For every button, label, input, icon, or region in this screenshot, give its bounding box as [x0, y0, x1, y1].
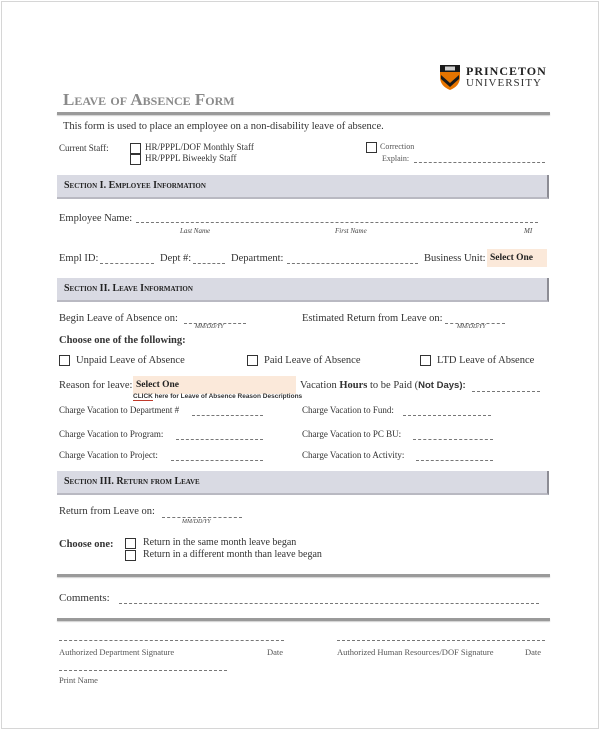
- dept-num-label: Dept #:: [160, 253, 192, 264]
- logo-line1: PRINCETON: [466, 64, 547, 78]
- mi-sublabel: MI: [524, 227, 533, 235]
- logo-line2: UNIVERSITY: [466, 77, 542, 89]
- biweekly-staff-label: HR/PPPL Biweekly Staff: [145, 153, 237, 163]
- print-name-label: Print Name: [59, 675, 98, 685]
- comments-bottom-rule: [57, 618, 550, 621]
- choose-leave-type-label: Choose one of the following:: [59, 335, 186, 346]
- est-return-label: Estimated Return from Leave on:: [302, 313, 443, 324]
- begin-leave-field[interactable]: [184, 314, 246, 324]
- vacation-hours-pre: Vacation: [300, 380, 340, 391]
- same-month-checkbox[interactable]: [125, 538, 136, 549]
- intro-text: This form is used to place an employee on a non-disability leave of absence.: [63, 121, 384, 132]
- choose-one-label: Choose one:: [59, 539, 114, 550]
- est-return-format: MM/DD/YY: [457, 324, 486, 330]
- ltd-leave-label: LTD Leave of Absence: [437, 355, 535, 366]
- princeton-shield-icon: [439, 63, 461, 91]
- click-rest[interactable]: here for Leave of Absence Reason Descriptions: [152, 393, 303, 400]
- monthly-staff-checkbox[interactable]: [130, 143, 141, 154]
- employee-name-label: Employee Name:: [59, 213, 133, 224]
- begin-leave-label: Begin Leave of Absence on:: [59, 313, 178, 324]
- date-label-2: Date: [525, 647, 542, 657]
- print-name-field[interactable]: [59, 665, 227, 671]
- begin-leave-format: MM/DD/YY: [195, 324, 224, 330]
- correction-label: Correction: [380, 142, 415, 151]
- form-page: [1, 1, 599, 729]
- charge-fund-label: Charge Vacation to Fund:: [302, 405, 394, 415]
- monthly-staff-label: HR/PPPL/DOF Monthly Staff: [145, 142, 254, 152]
- unpaid-leave-label: Unpaid Leave of Absence: [76, 355, 185, 366]
- explain-field[interactable]: [414, 153, 545, 163]
- first-name-sublabel: First Name: [335, 227, 367, 235]
- charge-pcbu-field[interactable]: [413, 430, 493, 440]
- hr-signature-field[interactable]: [337, 635, 545, 641]
- charge-activity-field[interactable]: [416, 451, 493, 461]
- reason-descriptions-link[interactable]: [133, 393, 302, 400]
- date-label-1: Date: [267, 647, 284, 657]
- same-month-label: Return in the same month leave began: [143, 537, 297, 548]
- comments-label: Comments:: [59, 592, 110, 604]
- unpaid-leave-checkbox[interactable]: [59, 355, 70, 366]
- paid-leave-label: Paid Leave of Absence: [264, 355, 361, 366]
- vacation-hours-field[interactable]: [472, 382, 540, 392]
- correction-checkbox[interactable]: [366, 142, 377, 153]
- charge-program-label: Charge Vacation to Program:: [59, 429, 164, 439]
- dept-signature-label: Authorized Department Signature: [59, 647, 175, 657]
- return-leave-field[interactable]: [162, 508, 242, 518]
- business-unit-label: Business Unit:: [424, 253, 486, 264]
- reason-label: Reason for leave:: [59, 380, 133, 391]
- vacation-hours-label: [300, 380, 466, 391]
- vacation-hours-bold2: Not Days):: [418, 380, 466, 391]
- return-leave-label: Return from Leave on:: [59, 506, 155, 517]
- form-title: Leave of Absence Form: [63, 90, 235, 109]
- vacation-hours-bold: Hours: [339, 380, 368, 391]
- est-return-field[interactable]: [445, 314, 505, 324]
- ltd-leave-checkbox[interactable]: [420, 355, 431, 366]
- reason-select[interactable]: Select One: [133, 376, 296, 394]
- section-2-header: Section II. Leave Information: [57, 278, 549, 302]
- charge-fund-field[interactable]: [403, 406, 491, 416]
- charge-project-field[interactable]: [171, 451, 263, 461]
- vacation-hours-mid: to be Paid (: [367, 380, 419, 391]
- charge-activity-label: Charge Vacation to Activity:: [302, 450, 405, 460]
- hr-signature-label: Authorized Human Resources/DOF Signature: [337, 647, 494, 657]
- current-staff-label: Current Staff:: [59, 143, 109, 153]
- empl-id-label: Empl ID:: [59, 253, 99, 264]
- comments-field[interactable]: [119, 594, 539, 604]
- last-name-sublabel: Last Name: [180, 227, 211, 235]
- charge-program-field[interactable]: [176, 430, 263, 440]
- empl-id-field[interactable]: [100, 254, 154, 264]
- department-label: Department:: [231, 253, 284, 264]
- charge-dept-label: Charge Vacation to Department #: [59, 405, 180, 415]
- charge-pcbu-label: Charge Vacation to PC BU:: [302, 429, 402, 439]
- comments-top-rule: [57, 574, 550, 577]
- employee-name-field[interactable]: [136, 213, 538, 223]
- explain-label: Explain:: [382, 154, 410, 163]
- click-word[interactable]: CLICK: [133, 393, 153, 400]
- paid-leave-checkbox[interactable]: [247, 355, 258, 366]
- section-3-header: Section III. Return from Leave: [57, 471, 549, 495]
- princeton-logo: [439, 63, 547, 91]
- title-rule: [57, 112, 550, 115]
- dept-signature-field[interactable]: [59, 635, 284, 641]
- return-leave-format: MM/DD/YY: [182, 519, 211, 525]
- biweekly-staff-checkbox[interactable]: [130, 154, 141, 165]
- business-unit-select[interactable]: Select One: [487, 249, 547, 267]
- charge-project-label: Charge Vacation to Project:: [59, 450, 158, 460]
- charge-dept-field[interactable]: [192, 406, 263, 416]
- different-month-checkbox[interactable]: [125, 550, 136, 561]
- dept-num-field[interactable]: [193, 254, 225, 264]
- section-1-header: Section I. Employee Information: [57, 175, 549, 199]
- department-field[interactable]: [287, 254, 418, 264]
- different-month-label: Return in a different month than leave began: [143, 549, 322, 560]
